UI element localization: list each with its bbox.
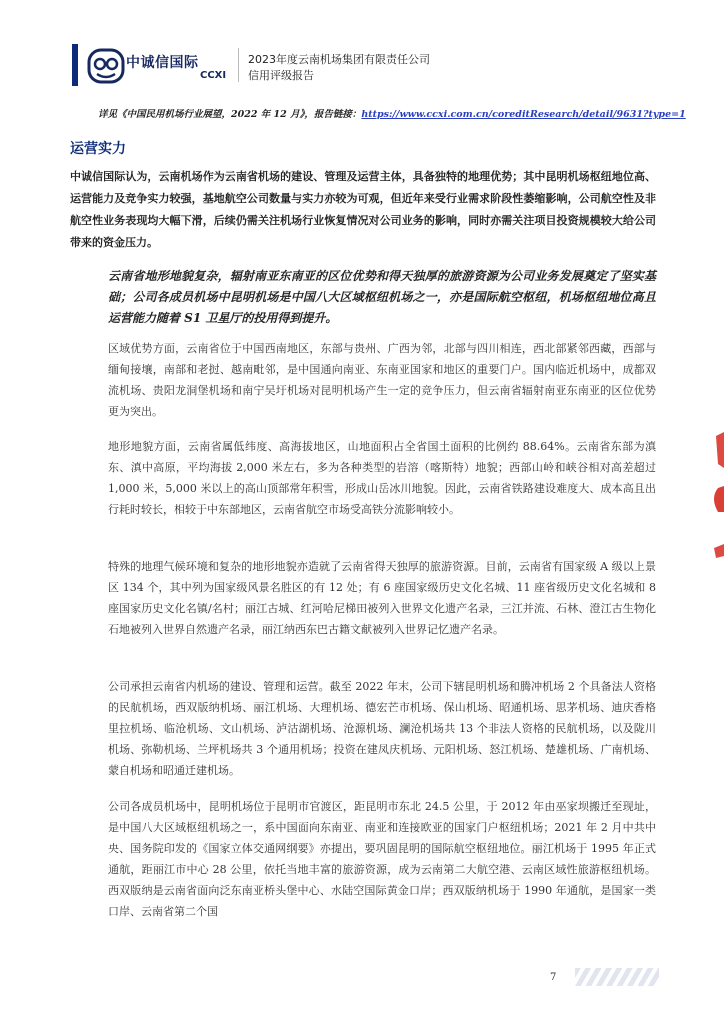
paragraph-airports-managed: 公司承担云南省内机场的建设、管理和运营。截至 2022 年末，公司下辖昆明机场和腾冲机场 2 个具备法人资格的民航机场，西双版纳机场、丽江机场、大理机场、德宏芒市机场、保山机场、昭通机场、思茅机场、迪庆香格里拉机场、临沧机场、文山机场、泸沽湖机场、沧源机场、澜沧机场共 13 个非法人资格的民航机场，以及陇川机场、弥勒机场、兰坪机场共 3 个通用机场；投资在建凤庆机场、元阳机场、怒江机场、楚雄机场、广南机场、蒙自机场和昭通迁建机场。 xyxy=(108,680,656,777)
source-link[interactable]: https://www.ccxi.com.cn/coreditResearch/detail/9631?type=1 xyxy=(361,109,686,120)
paragraph-member-airports: 公司各成员机场中，昆明机场位于昆明市官渡区，距昆明市东北 24.5 公里，于 2012 年由巫家坝搬迁至现址，是中国八大区域枢纽机场之一，系中国面向东南亚、南亚和连接欧亚的国家门户枢纽机场；2021 年 2 月中共中央、国务院印发的《国家立体交通网纲要》亦提出，要巩固昆明的国际航空枢纽地位。丽江机场于 1995 年正式通航，距丽江市中心 28 公里，依托当地丰富的旅游资源，成为云南第二大航空港、云南区域性旅游枢纽机场。西双版纳是云南省面向泛东南亚桥头堡中心、水陆空国际黄金口岸；西双版纳机场于 1990 年通航，是国家一类口岸、云南省第二个国 xyxy=(108,800,656,918)
paragraph-regional-advantage: 区域优势方面，云南省位于中国西南地区，东部与贵州、广西为邻，北部与四川相连，西北部紧邻西藏，西部与缅甸接壤，南部和老挝、越南毗邻，是中国通向南亚、东南亚国家和地区的重要门户。国内临近机场中，成都双流机场、贵阳龙洞堡机场和南宁吴圩机场对昆明机场产生一定的竞争压力，但云南省辐射南亚东南亚的区位优势更为突出。 xyxy=(108,342,656,418)
company-name: 2023年度云南机场集团有限责任公司 xyxy=(248,53,430,66)
paragraph-terrain: 地形地貌方面，云南省属低纬度、高海拔地区，山地面积占全省国土面积的比例约 88.64%。云南省东部为滇东、滇中高原，平均海拔 2,000 米左右，多为各种类型的岩溶（喀斯特）地貌；西部山岭和峡谷相对高差超过 1,000 米，5,000 米以上的高山顶部常年积雪，形成山岳冰川地貌。因此，云南省铁路建设难度大、成本高且出行耗时较长，相较于中东部地区，云南省航空市场受高铁分流影响较小。 xyxy=(108,440,656,516)
report-type: 信用评级报告 xyxy=(248,69,314,82)
header-accent-bar xyxy=(72,44,78,86)
header-divider xyxy=(238,48,239,82)
report-header xyxy=(248,52,430,84)
source-note xyxy=(98,106,686,120)
page-number: 7 xyxy=(550,972,557,983)
source-note-text: 详见《中国民用机场行业展望，2022 年 12 月》，报告链接： xyxy=(98,109,362,120)
paragraph-tourism: 特殊的地理气候环境和复杂的地形地貌亦造就了云南省得天独厚的旅游资源。目前，云南省有国家级 A 级以上景区 134 个，其中列为国家级风景名胜区的有 12 处；有 6 座国家级历史文化名城、11 座省级历史文化名城和 8 座国家历史文化名镇/名村；丽江古城、红河哈尼梯田被列入世界文化遗产名录，三江并流、石林、澄江古生物化石地被列入世界自然遗产名录，丽江纳西东巴古籍文献被列入世界记忆遗产名录。 xyxy=(108,560,656,636)
sub-heading: 云南省地形地貌复杂，辐射南亚东南亚的区位优势和得天独厚的旅游资源为公司业务发展奠定了坚实基础；公司各成员机场中昆明机场是中国八大区域枢纽机场之一，亦是国际航空枢纽，机场枢纽地位高且运营能力随着 S1 卫星厅的投用得到提升。 xyxy=(108,269,656,325)
ccxi-logo-icon xyxy=(86,46,126,86)
red-seal-stamp-edge xyxy=(704,428,724,568)
logo-chinese-name: 中诚信国际 xyxy=(126,55,199,71)
section-title: 运营实力 xyxy=(70,141,126,157)
footer-stripe-bar xyxy=(575,968,659,986)
section-summary: 中诚信国际认为，云南机场作为云南省机场的建设、管理及运营主体，具备独特的地理优势；其中昆明机场枢纽地位高、运营能力及竞争实力较强，基地航空公司数量与实力亦较为可观，但近年来受行业需求阶段性萎缩影响，公司航空性及非航空性业务表现均大幅下滑，后续仍需关注机场行业恢复情况对公司业务的影响，同时亦需关注项目投资规模较大给公司带来的资金压力。 xyxy=(70,170,656,249)
logo-english-name: CCXI xyxy=(200,70,227,81)
ccxi-logo xyxy=(86,46,246,86)
